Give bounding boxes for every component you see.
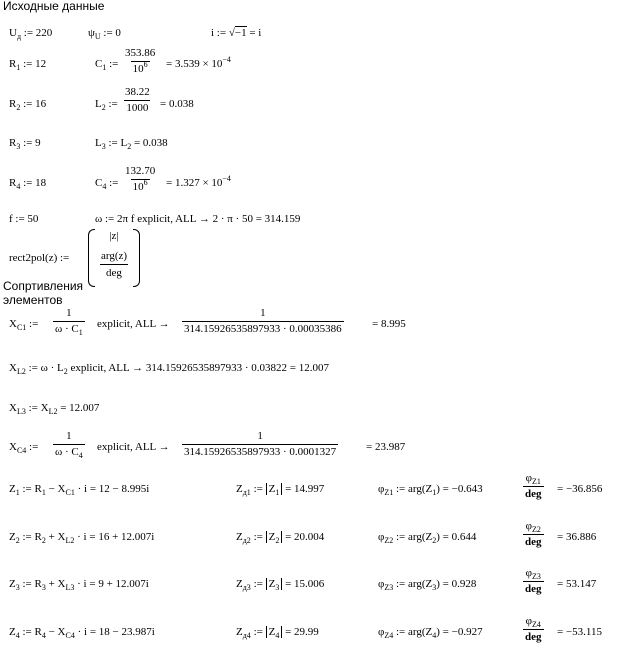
z4-magnitude: $Z_{д4}$ := $Z_4 = 29.99$ — [236, 626, 319, 640]
heading-resistances: Сопртивления — [3, 279, 84, 293]
xc1-explicit: explicit, ALL → — [97, 318, 170, 330]
c4-fraction: $\frac{132.70}{10^6}$ — [125, 165, 156, 193]
f-definition: f := 50 — [9, 213, 39, 225]
r3-definition: $R_3$ := 9 — [9, 137, 41, 151]
xc4-explicit: explicit, ALL → — [97, 441, 170, 453]
z3-phase: $\varphi_{Z3}$ := $arg(Z_3) = 0.928$ — [378, 578, 477, 592]
z2-magnitude: $Z_{д2}$ := $Z_2 = 20.004$ — [236, 531, 325, 545]
z2-phase: $\varphi_{Z2}$ := $arg(Z_2) = 0.644$ — [378, 531, 477, 545]
r1-definition: $R_1$ := 12 — [9, 58, 47, 72]
z4-phase: $\varphi_{Z4}$ := $arg(Z_4) = -0.927$ — [378, 626, 483, 640]
z3-phase-deg-result: = 53.147 — [557, 578, 597, 590]
xc4-fraction-numeric: $\frac{1}{314.15926535897933 \cdot 0.0001327}$ — [184, 430, 337, 458]
r2-definition: $R_2$ := 16 — [9, 98, 47, 112]
z1-phase-deg-fraction: $\varphi_{Z1}$ deg — [525, 472, 542, 500]
c1-label: $C_1$ := — [95, 58, 119, 72]
z4-phase-deg-result: = −53.115 — [557, 626, 602, 638]
rect2pol-label: rect2pol(z) := — [9, 252, 70, 264]
z3-definition: $Z_3$ := $R_3 + X_{L3} \cdot i = 9 + 12.007i$ — [9, 578, 149, 592]
r4-definition: $R_4$ := 18 — [9, 177, 47, 191]
z2-definition: $Z_2$ := $R_2 + X_{L2} \cdot i = 16 + 12.007i$ — [9, 531, 155, 545]
omega-definition: ω := 2π f explicit, ALL → 2 · π · 50 = 314.159 — [95, 213, 301, 225]
z1-phase: $\varphi_{Z1}$ := $arg(Z_1) = -0.643$ — [378, 483, 483, 497]
z4-phase-deg-fraction: $\varphi_{Z4}$ deg — [525, 615, 542, 643]
c1-result: = $3.539 \times 10^{-4}$ — [166, 55, 231, 70]
heading-resistances-clipped: элементов — [3, 293, 63, 307]
z2-phase-deg-result: = 36.886 — [557, 531, 597, 543]
z2-phase-deg-fraction: $\varphi_{Z2}$ deg — [525, 520, 542, 548]
z4-definition: $Z_4$ := $R_4 - X_{C4} \cdot i = 18 - 23.987i$ — [9, 626, 155, 640]
imaginary-unit-definition: i := √−1 = i — [211, 27, 262, 39]
l2-fraction: $\frac{38.22}{1000}$ — [125, 86, 150, 114]
c4-label: $C_4$ := — [95, 177, 119, 191]
rect2pol-matrix: |z| arg(z) deg — [88, 229, 140, 285]
xc1-result: = 8.995 — [372, 318, 406, 330]
z3-magnitude: $Z_{д3}$ := $Z_3 = 15.006$ — [236, 578, 325, 592]
z1-phase-deg-result: = −36.856 — [557, 483, 603, 495]
l2-label: $L_2$ := — [95, 98, 118, 112]
c1-fraction: $\frac{353.86}{10^6}$ — [125, 47, 156, 75]
z3-phase-deg-fraction: $\varphi_{Z3}$ deg — [525, 567, 542, 595]
l2-result: = 0.038 — [160, 98, 194, 110]
xc1-fraction: $\frac{1}{\omega \cdot C_1}$ — [55, 307, 83, 337]
xc1-fraction-numeric: $\frac{1}{314.15926535897933 \cdot 0.00035386}$ — [184, 307, 342, 335]
xl3-definition: $X_{L3}$ := $X_{L2} = 12.007$ — [9, 402, 100, 416]
xc4-fraction: $\frac{1}{\omega \cdot C_4}$ — [55, 430, 83, 460]
xc1-label: $X_{C1}$ := — [9, 318, 39, 332]
psi-definition: $\psi_U$ := 0 — [88, 27, 121, 41]
c4-result: = $1.327 \times 10^{-4}$ — [166, 174, 231, 189]
z1-magnitude: $Z_{д1}$ := $Z_1 = 14.997$ — [236, 483, 325, 497]
sqrt-icon: √ — [228, 27, 235, 39]
z1-definition: $Z_1$ := $R_1 - X_{C1} \cdot i = 12 - 8.995i$ — [9, 483, 150, 497]
l3-definition: $L_3$ := $L_2 = 0.038$ — [95, 137, 168, 151]
xl2-definition: $X_{L2}$ := $\omega \cdot L_2$ explicit, ALL → 314.15926535897933 · 0.03822 = 12.007 — [9, 362, 329, 376]
heading-input-data: Исходные данные — [3, 0, 105, 13]
xc4-result: = 23.987 — [366, 441, 406, 453]
u-definition: $U_д$ := 220 — [9, 27, 53, 41]
xc4-label: $X_{C4}$ := — [9, 441, 39, 455]
